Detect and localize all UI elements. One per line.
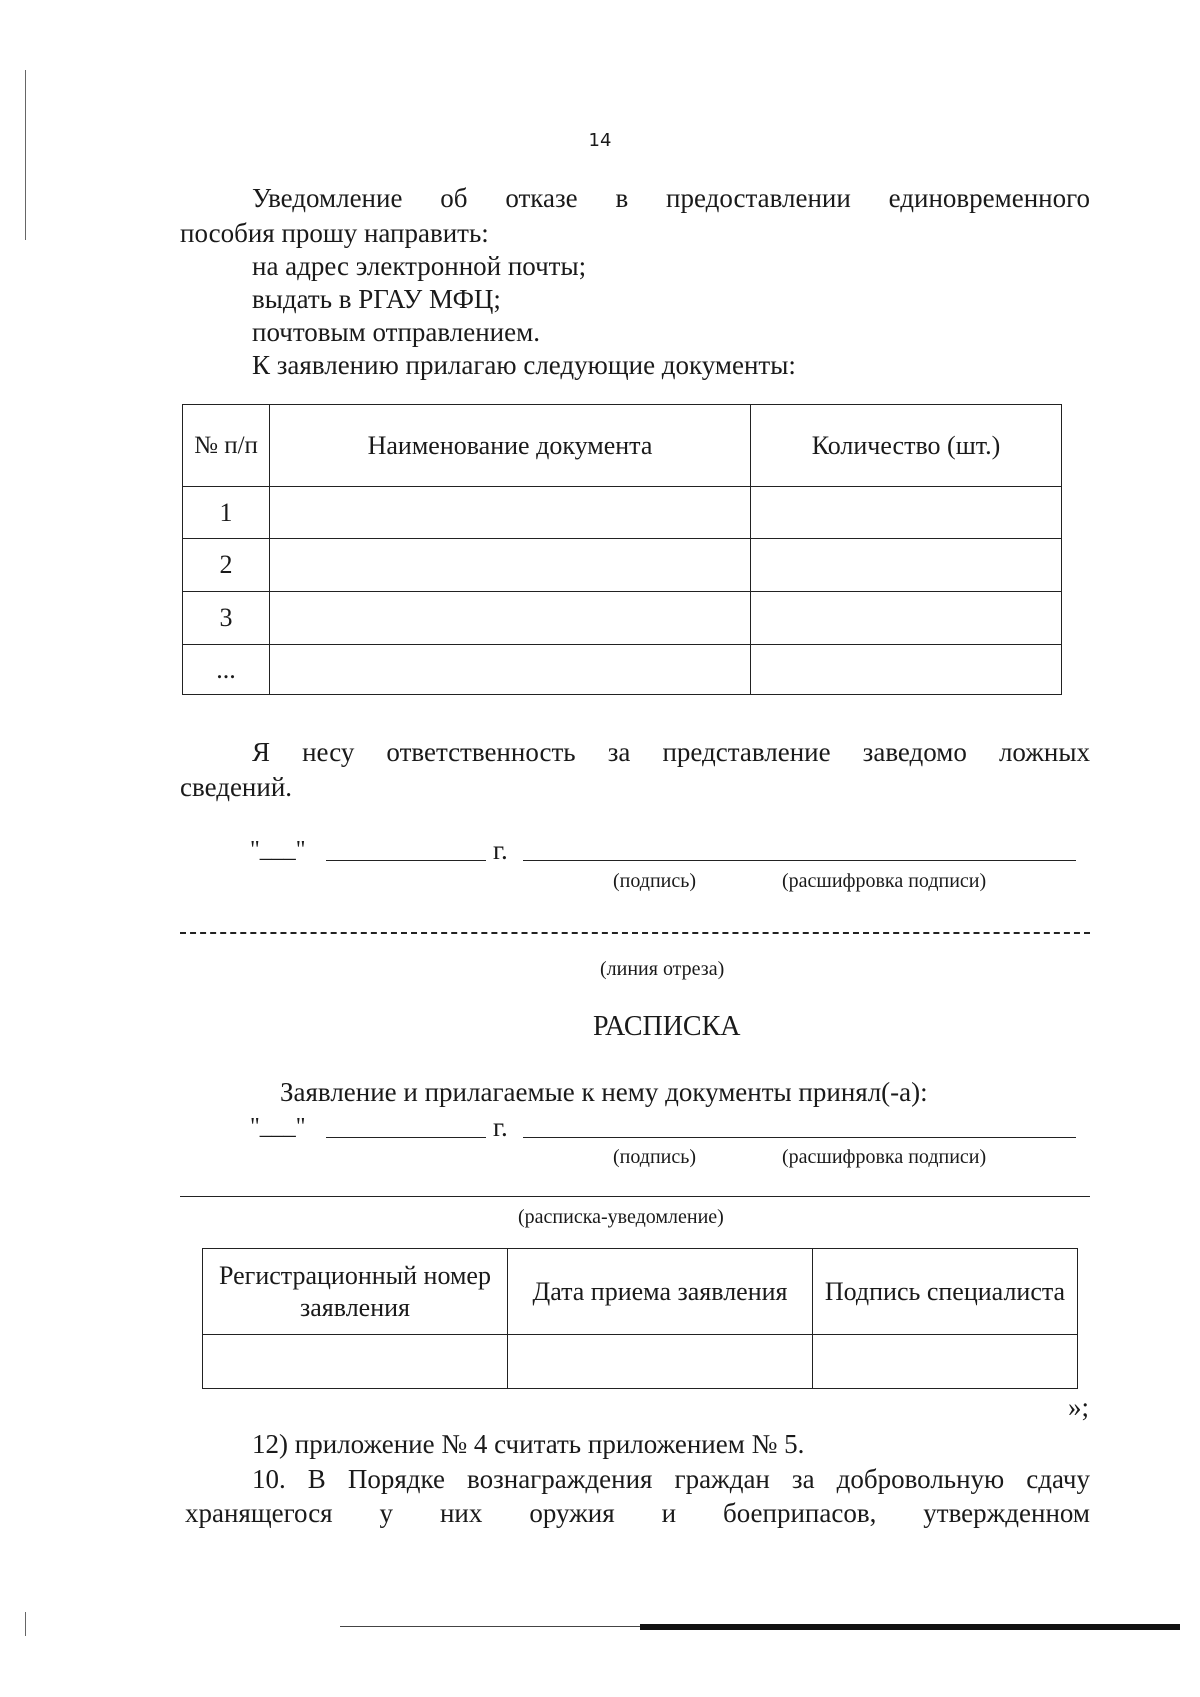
receipt-date-cell[interactable]	[508, 1335, 813, 1389]
footer-line-thick	[640, 1624, 1180, 1630]
responsibility-line-1: Я несу ответственность за представление заведомо ложных	[252, 737, 1090, 767]
document-name-cell[interactable]	[270, 645, 751, 695]
item-10-line-2: хранящегося у них оружия и боеприпасов, утвержденном	[185, 1498, 1090, 1528]
quantity-cell[interactable]	[751, 645, 1062, 695]
scan-edge-mark	[25, 70, 26, 240]
receipt-notice-field[interactable]	[180, 1196, 1090, 1197]
column-header-receipt-date: Дата приема заявления	[508, 1249, 813, 1335]
item-12-text: 12) приложение № 4 считать приложением № 5.	[252, 1429, 805, 1459]
specialist-signature-cell[interactable]	[813, 1335, 1078, 1389]
column-header-quantity: Количество (шт.)	[751, 405, 1062, 487]
receipt-notice-label: (расписка-уведомление)	[518, 1206, 724, 1228]
column-header-number: № п/п	[183, 405, 270, 487]
table-row-number: 2	[183, 539, 270, 592]
footer-line-thin	[340, 1626, 640, 1627]
table-row-number: 3	[183, 592, 270, 645]
item-10-line-1: 10. В Порядке вознаграждения граждан за добровольную сдачу	[252, 1464, 1090, 1494]
receipt-title: РАСПИСКА	[593, 1011, 741, 1042]
registration-number-cell[interactable]	[203, 1335, 508, 1389]
document-name-cell[interactable]	[270, 592, 751, 645]
receipt-decode-signature-label: (расшифровка подписи)	[782, 1146, 987, 1168]
responsibility-line-2: сведений.	[180, 772, 293, 802]
option-email: на адрес электронной почты;	[252, 251, 587, 281]
page-number: 14	[588, 130, 612, 151]
table-row-number: ...	[183, 645, 270, 695]
scan-edge-mark	[25, 1612, 26, 1636]
receipt-date-month-field[interactable]	[326, 1137, 486, 1138]
receipt-signature-label: (подпись)	[613, 1146, 697, 1168]
date-day-field[interactable]: "___"	[250, 837, 306, 863]
cut-line	[180, 932, 1090, 934]
intro-line-1: Уведомление об отказе в предоставлении единовременного	[252, 183, 1090, 213]
registration-table	[202, 1248, 1078, 1389]
table-row-number: 1	[183, 487, 270, 539]
documents-table	[182, 404, 1062, 695]
column-header-registration-number: Регистрационный номер заявления	[203, 1249, 508, 1335]
receipt-signature-field[interactable]	[523, 1137, 1076, 1138]
signature-field[interactable]	[523, 860, 1076, 861]
intro-line-2: пособия прошу направить:	[180, 218, 489, 248]
quantity-cell[interactable]	[751, 539, 1062, 592]
document-name-cell[interactable]	[270, 539, 751, 592]
signature-label: (подпись)	[613, 870, 697, 892]
quantity-cell[interactable]	[751, 487, 1062, 539]
option-post: почтовым отправлением.	[252, 317, 540, 347]
cut-line-label: (линия отреза)	[600, 958, 725, 980]
option-mfc: выдать в РГАУ МФЦ;	[252, 284, 501, 314]
closing-quote: »;	[1068, 1392, 1090, 1422]
column-header-specialist-signature: Подпись специалиста	[813, 1249, 1078, 1335]
receipt-year-suffix: г.	[493, 1112, 508, 1142]
attach-documents-text: К заявлению прилагаю следующие документы:	[252, 350, 796, 380]
year-suffix: г.	[493, 835, 508, 865]
date-month-field[interactable]	[326, 860, 486, 861]
decode-signature-label: (расшифровка подписи)	[782, 870, 987, 892]
quantity-cell[interactable]	[751, 592, 1062, 645]
receipt-accepted-text: Заявление и прилагаемые к нему документы принял(-а):	[280, 1077, 928, 1107]
document-name-cell[interactable]	[270, 487, 751, 539]
receipt-date-day-field[interactable]: "___"	[250, 1114, 306, 1140]
column-header-document-name: Наименование документа	[270, 405, 751, 487]
